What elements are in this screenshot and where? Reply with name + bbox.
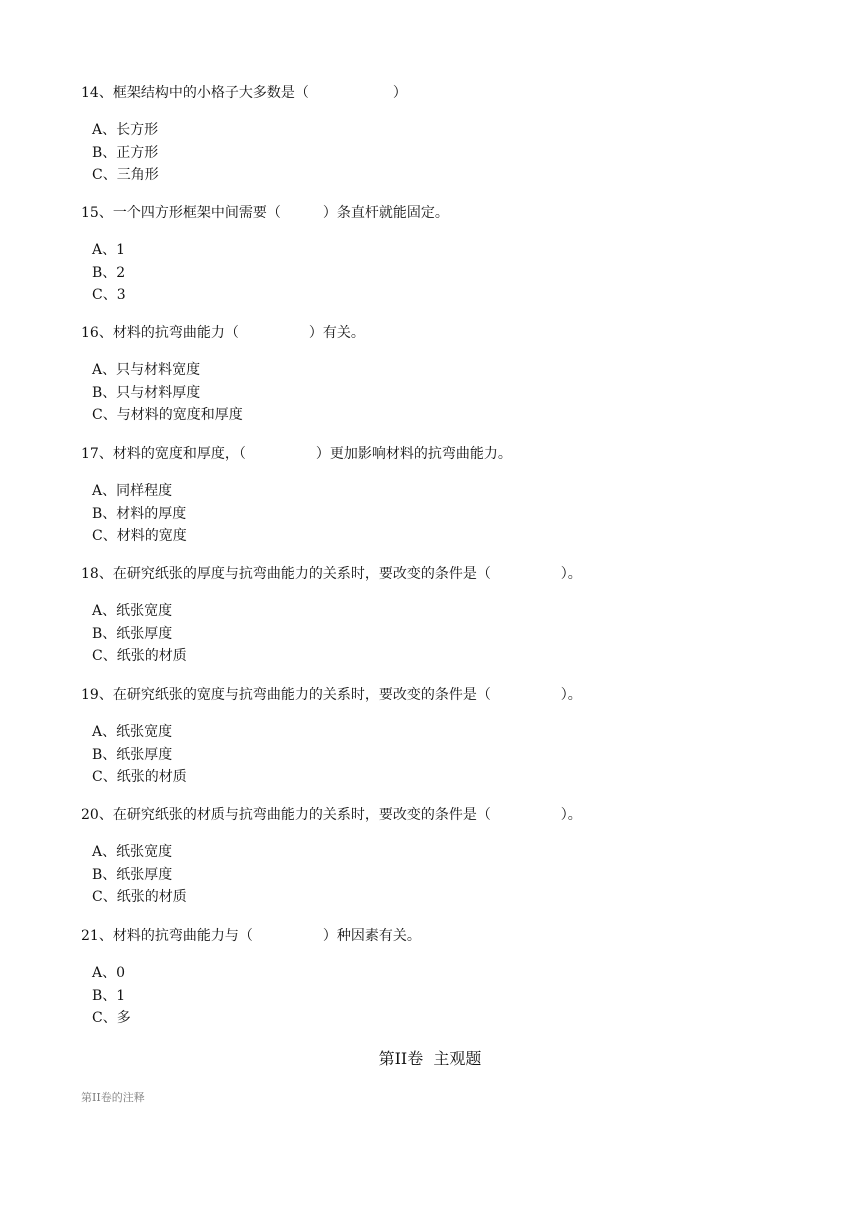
option-b: B、2 — [92, 264, 126, 281]
option-a: A、同样程度 — [92, 483, 173, 499]
question-text: 20、在研究纸张的材质与抗弯曲能力的关系时，要改变的条件是（ ）。 — [81, 807, 582, 823]
question-15 — [81, 202, 801, 307]
option-a: A、纸张宽度 — [92, 724, 173, 740]
option-b: B、纸张厚度 — [92, 746, 173, 763]
question-16 — [81, 322, 801, 427]
option-b: B、1 — [92, 987, 126, 1004]
question-20 — [81, 804, 801, 909]
options-list — [81, 600, 801, 668]
question-14 — [81, 82, 801, 187]
options-list — [81, 359, 801, 427]
option-a: A、只与材料宽度 — [92, 362, 201, 378]
question-text: 19、在研究纸张的宽度与抗弯曲能力的关系时，要改变的条件是（ ）。 — [81, 687, 582, 703]
section-note: 第II卷的注释 — [81, 1091, 145, 1104]
options-list — [81, 841, 801, 909]
option-b: B、只与材料厚度 — [92, 384, 201, 401]
option-c: C、纸张的材质 — [92, 889, 187, 905]
option-c: C、3 — [92, 287, 126, 303]
option-a: A、纸张宽度 — [92, 603, 173, 619]
option-c: C、纸张的材质 — [92, 769, 187, 785]
option-a: A、长方形 — [92, 122, 159, 138]
question-text: 21、材料的抗弯曲能力与（ ）种因素有关。 — [81, 928, 421, 944]
options-list — [81, 962, 801, 1030]
option-a: A、1 — [92, 242, 126, 258]
options-list — [81, 119, 801, 187]
question-text: 16、材料的抗弯曲能力（ ）有关。 — [81, 325, 365, 341]
option-b: B、材料的厚度 — [92, 505, 187, 522]
options-list — [81, 239, 801, 307]
option-b: B、正方形 — [92, 144, 159, 161]
option-c: C、三角形 — [92, 167, 159, 183]
question-19 — [81, 684, 801, 789]
question-18 — [81, 563, 801, 668]
option-c: C、材料的宽度 — [92, 528, 187, 544]
option-b: B、纸张厚度 — [92, 625, 173, 642]
question-17 — [81, 443, 801, 548]
option-c: C、多 — [92, 1010, 131, 1026]
option-a: A、0 — [92, 965, 126, 981]
question-text: 18、在研究纸张的厚度与抗弯曲能力的关系时，要改变的条件是（ ）。 — [81, 566, 582, 582]
option-a: A、纸张宽度 — [92, 844, 173, 860]
question-text: 17、材料的宽度和厚度，（ ）更加影响材料的抗弯曲能力。 — [81, 446, 512, 462]
option-c: C、与材料的宽度和厚度 — [92, 407, 243, 423]
options-list — [81, 480, 801, 548]
section-title: 第II卷 主观题 — [378, 1049, 482, 1068]
question-text: 15、一个四方形框架中间需要（ ）条直杆就能固定。 — [81, 205, 449, 221]
option-b: B、纸张厚度 — [92, 866, 173, 883]
option-c: C、纸张的材质 — [92, 648, 187, 664]
question-21 — [81, 925, 801, 1030]
question-text: 14、框架结构中的小格子大多数是（ ） — [81, 85, 407, 101]
options-list — [81, 721, 801, 789]
